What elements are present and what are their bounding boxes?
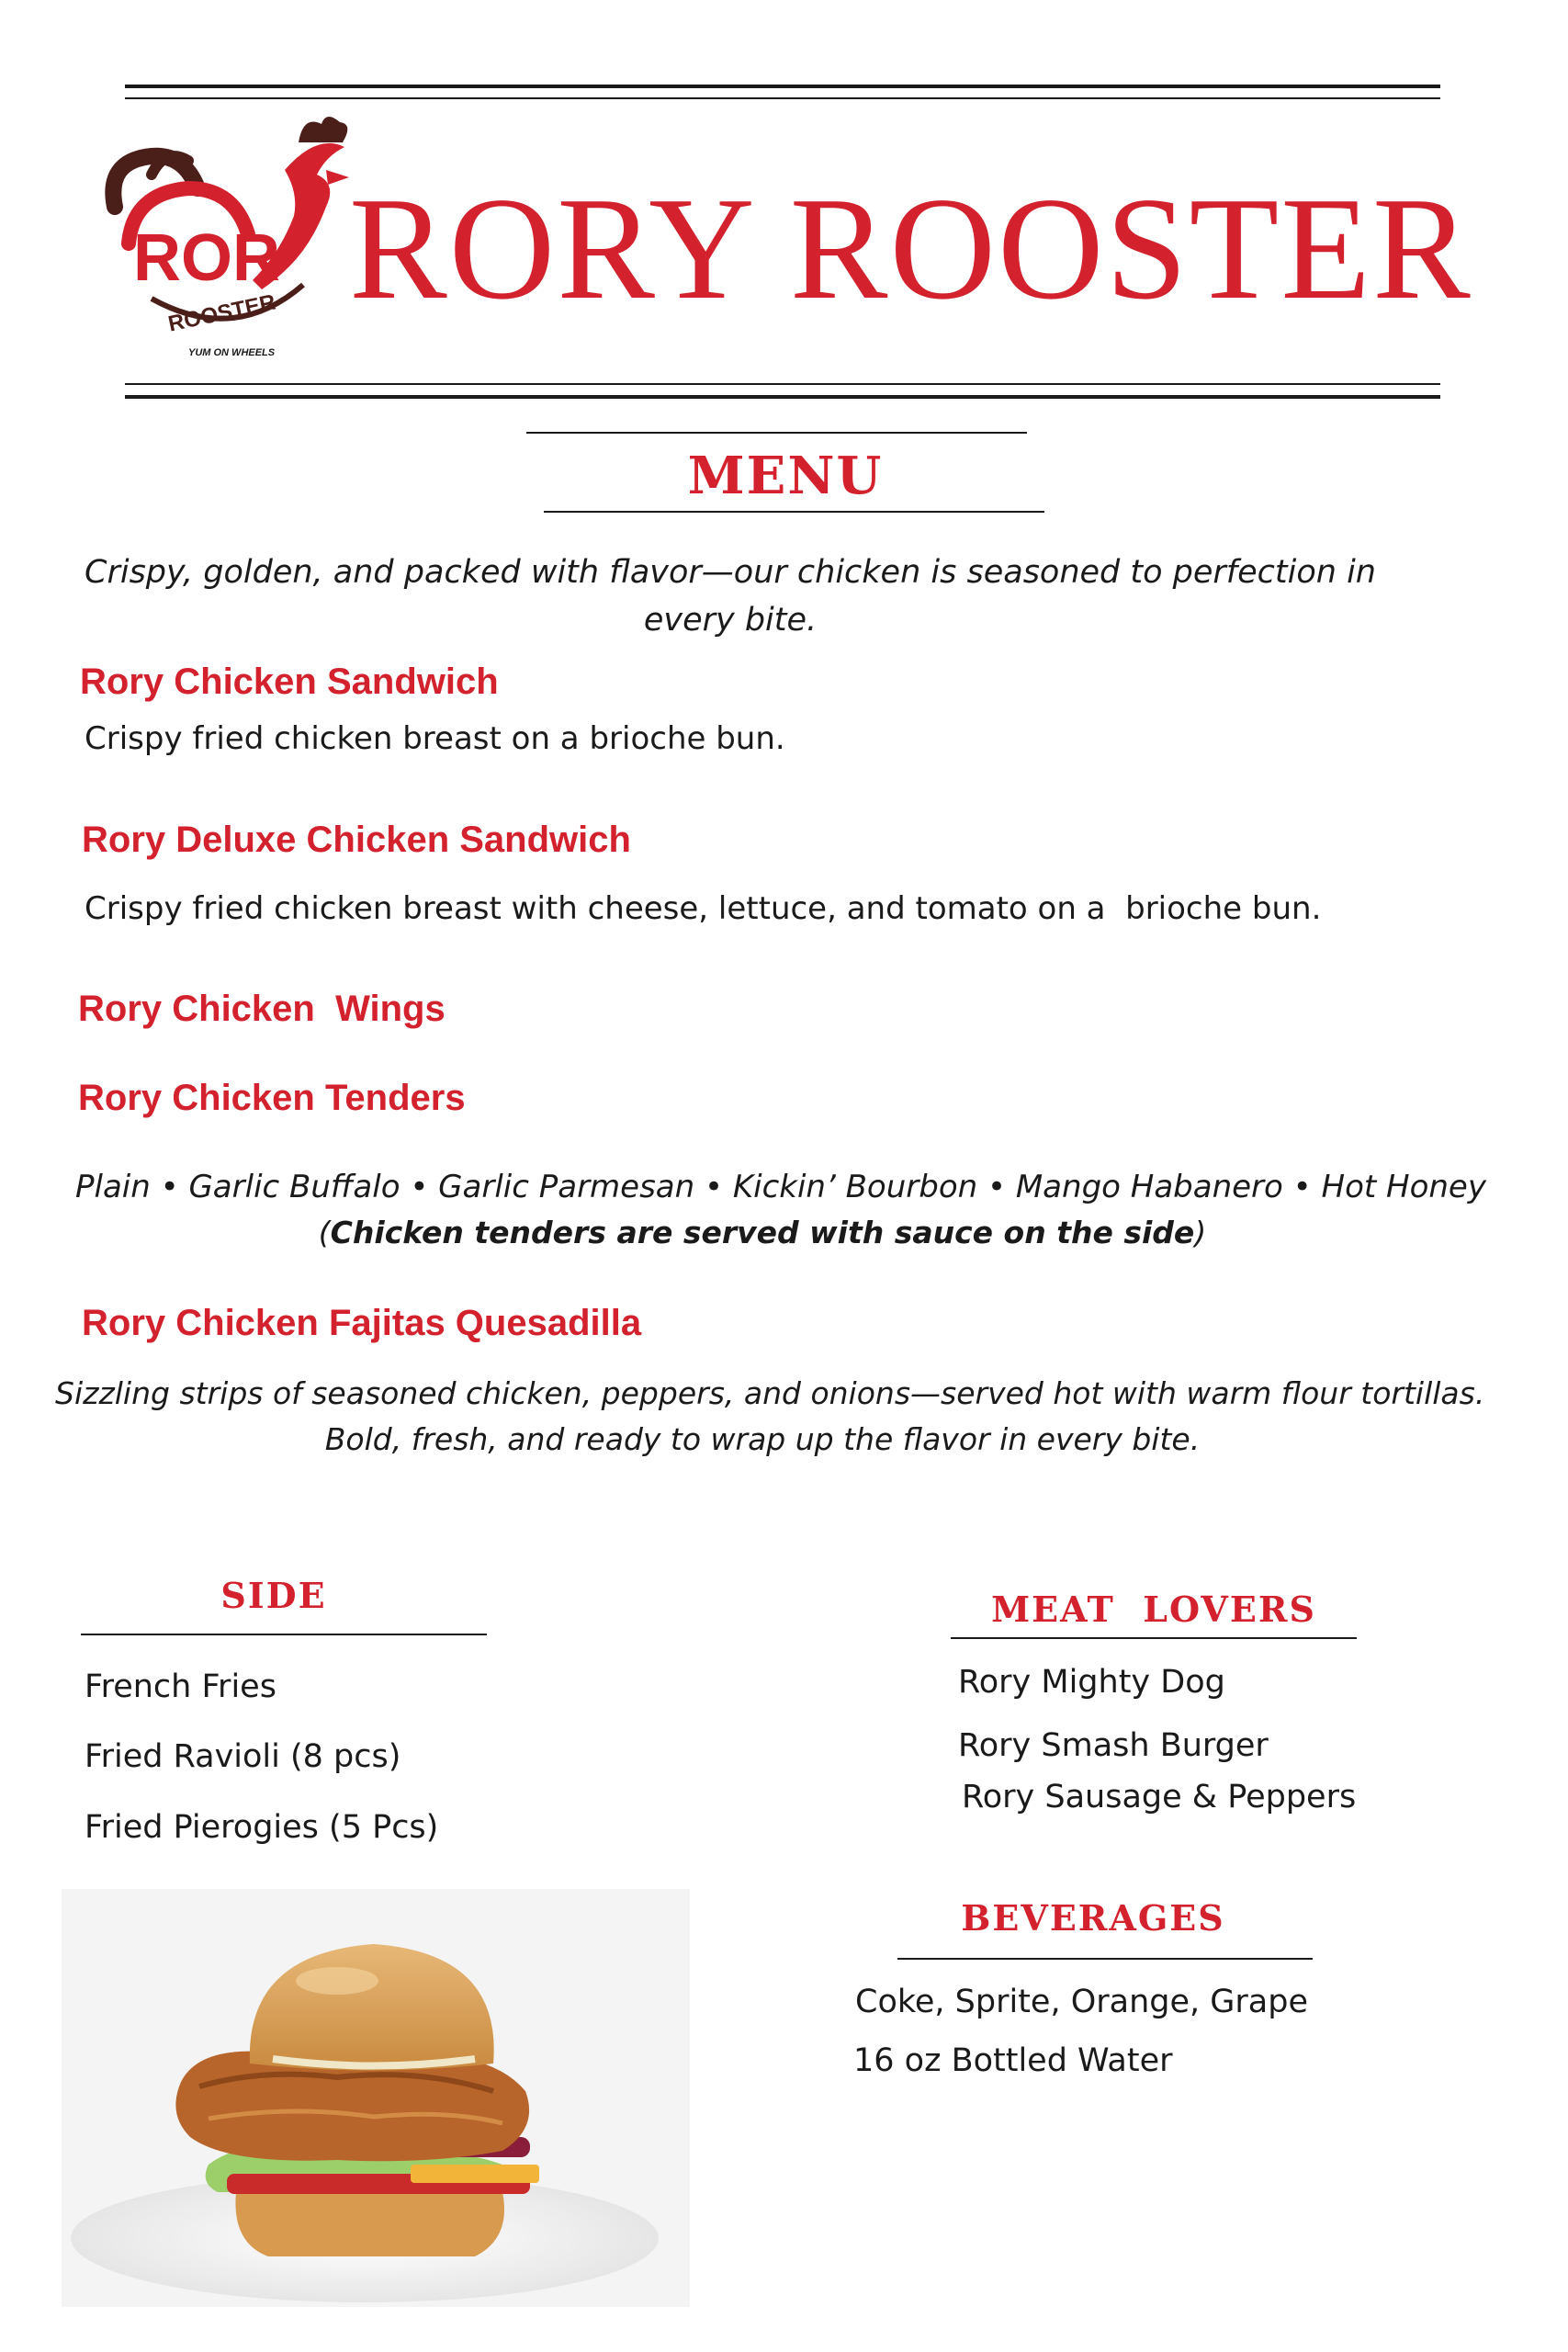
header-rule-top-thin bbox=[125, 97, 1440, 99]
side-item: Fried Ravioli (8 pcs) bbox=[85, 1738, 401, 1775]
item-desc-chicken-sandwich: Crispy fried chicken breast on a brioche bun. bbox=[85, 720, 785, 757]
brand-title: RORY ROOSTER bbox=[349, 166, 1472, 330]
menu-heading: MENU bbox=[687, 446, 884, 506]
item-title-deluxe-sandwich: Rory Deluxe Chicken Sandwich bbox=[82, 820, 631, 860]
beverages-rule bbox=[897, 1958, 1313, 1960]
header-rule-bottom-thin bbox=[125, 383, 1440, 385]
logo-main-text: ROR bbox=[133, 221, 280, 295]
sauce-note: Chicken tenders are served with sauce on the side bbox=[330, 1215, 1195, 1250]
fajitas-desc-line1: Sizzling strips of seasoned chicken, peppers, and onions—served hot with warm flour tortillas. bbox=[55, 1375, 1485, 1411]
sauce-note-line bbox=[55, 1215, 1470, 1250]
side-heading: SIDE bbox=[220, 1575, 327, 1616]
sauce-note-close-paren: ) bbox=[1194, 1215, 1207, 1250]
meat-lovers-item: Rory Smash Burger bbox=[958, 1727, 1269, 1764]
item-title-chicken-tenders: Rory Chicken Tenders bbox=[78, 1078, 466, 1118]
item-title-chicken-sandwich: Rory Chicken Sandwich bbox=[80, 662, 499, 702]
sauce-note-open-paren: ( bbox=[318, 1215, 331, 1250]
beverage-item: Coke, Sprite, Orange, Grape bbox=[855, 1984, 1308, 2020]
item-desc-deluxe-sandwich: Crispy fried chicken breast with cheese, lettuce, and tomato on a brioche bun. bbox=[85, 890, 1322, 927]
meat-lovers-item: Rory Sausage & Peppers bbox=[962, 1779, 1357, 1815]
side-rule bbox=[81, 1634, 487, 1635]
item-title-fajitas-quesadilla: Rory Chicken Fajitas Quesadilla bbox=[82, 1303, 642, 1343]
menu-rule-top bbox=[526, 432, 1027, 434]
meat-lovers-rule bbox=[951, 1637, 1357, 1639]
brand-logo bbox=[96, 106, 354, 363]
chicken-sandwich-icon bbox=[62, 1889, 690, 2307]
side-item: Fried Pierogies (5 Pcs) bbox=[85, 1809, 439, 1846]
menu-rule-bottom bbox=[544, 511, 1044, 513]
logo-tagline: YUM ON WHEELS bbox=[188, 347, 276, 358]
meat-lovers-heading: MEAT LOVERS bbox=[991, 1589, 1316, 1630]
menu-intro: Crispy, golden, and packed with flavor—our chicken is seasoned to perfection in every bite. bbox=[85, 554, 1376, 639]
header-rule-bottom-thick bbox=[125, 395, 1440, 399]
header-rule-top-thick bbox=[125, 85, 1440, 88]
sauce-list: Plain • Garlic Buffalo • Garlic Parmesan • Kickin’ Bourbon • Mango Habanero • Hot Honey bbox=[75, 1169, 1486, 1205]
fajitas-desc-line2: Bold, fresh, and ready to wrap up the flavor in every bite. bbox=[324, 1421, 1201, 1457]
chicken-sandwich-photo bbox=[62, 1889, 690, 2307]
logo-sub-text: ROOSTER bbox=[165, 289, 278, 337]
rooster-logo-icon bbox=[96, 106, 354, 363]
beverage-item: 16 oz Bottled Water bbox=[853, 2042, 1173, 2079]
side-item: French Fries bbox=[85, 1668, 276, 1705]
beverages-heading: BEVERAGES bbox=[961, 1897, 1225, 1939]
item-title-chicken-wings: Rory Chicken Wings bbox=[78, 989, 446, 1029]
meat-lovers-item: Rory Mighty Dog bbox=[958, 1664, 1225, 1701]
